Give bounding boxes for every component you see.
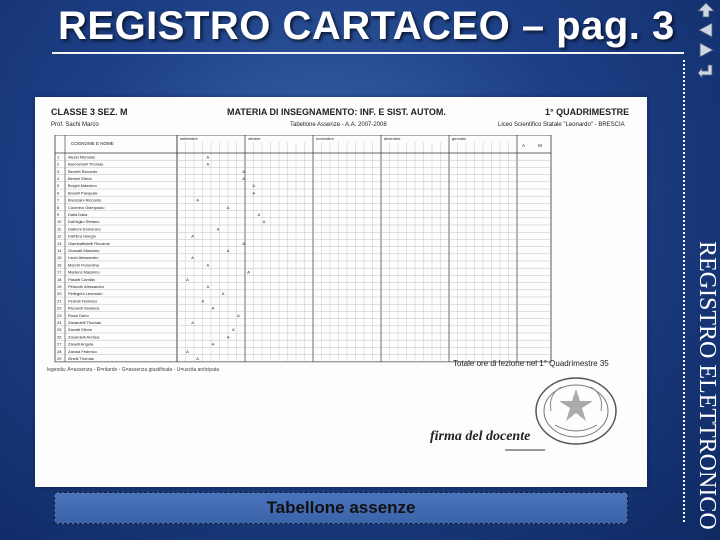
month-label: settembre [180, 136, 198, 141]
period-label: 1° QUADRIMESTRE [545, 107, 630, 117]
student-number: 23 [57, 312, 62, 318]
side-label: REGISTRO ELETTRONICO [694, 241, 720, 530]
student-number: 9 [57, 212, 60, 217]
absence-mark: A [242, 240, 245, 246]
absence-mark: A [206, 154, 210, 160]
student-number: 14 [57, 248, 62, 253]
nav-up-icon [697, 2, 715, 18]
absence-mark: A [242, 168, 245, 174]
student-name: Dalboni Domenico [68, 226, 101, 232]
teacher-label: Prof. Sachi Marco [51, 122, 99, 128]
student-name: Marchi Fiorentina [68, 262, 99, 268]
student-name: Zanola Federico [68, 348, 97, 354]
student-name: Benetti Riccardo [68, 168, 98, 174]
sheet-label: Tabellone Assenze - A.A. 2007-2008 [290, 122, 387, 128]
student-name: Dall'Era Giorgio [68, 233, 96, 239]
student-number: 25 [57, 327, 62, 333]
absence-mark: A [252, 190, 256, 196]
absence-mark: A [226, 248, 230, 253]
student-number: 12 [57, 233, 62, 239]
nav-forward-icon [697, 42, 715, 58]
student-name: Zanardelli Thomas [68, 320, 102, 325]
student-name: Zanelli Angela [68, 341, 94, 347]
teacher-signature: firma del docente [430, 429, 531, 444]
student-name: Martens Massimo [68, 269, 100, 275]
student-name: Gussalli Massimo [68, 248, 100, 253]
nav-return-button[interactable] [695, 60, 717, 80]
student-number: 26 [57, 334, 62, 340]
student-number: 1 [57, 154, 60, 160]
nav-back-button[interactable] [695, 20, 717, 40]
absence-mark: A [191, 320, 194, 325]
student-name: Baronchelli Thomas [68, 161, 104, 167]
student-number: 29 [57, 356, 62, 361]
student-number: 17 [57, 269, 62, 275]
student-name: Pasotti Camilla [68, 276, 95, 282]
absence-grid [43, 135, 645, 365]
legend-note: legenda: A=assenza - R=ritardo - G=assenza giustificata - U=uscita anticipata [47, 367, 220, 373]
student-name: Pelucchi Alessandro [68, 284, 105, 289]
student-name: Colombo Giampaolo [68, 204, 105, 210]
student-name: Bersini Elena [68, 176, 92, 181]
student-name: Zinelli Thomas [68, 356, 94, 361]
absence-mark: A [262, 219, 266, 225]
month-label: novembre [316, 136, 334, 141]
student-name: Zanardelli Andrea [68, 334, 100, 340]
student-name: Alessi Nicholas [68, 154, 96, 160]
absence-mark: A [191, 255, 194, 261]
absence-mark: A [211, 341, 215, 347]
absence-mark: A [237, 312, 240, 318]
student-number: 7 [57, 197, 60, 203]
total-hours-note: Totale ore di lezione nel 1° Quadrimestre 35 [453, 359, 609, 368]
student-number: 10 [57, 219, 62, 225]
absence-mark: A [196, 197, 199, 203]
scanned-register-page [35, 97, 647, 487]
nav-return-icon [697, 62, 715, 78]
school-seal-icon [533, 375, 619, 447]
student-number: 18 [57, 276, 62, 282]
slide-navigation [695, 0, 719, 80]
absence-mark: A [186, 348, 189, 354]
subject-label: MATERIA DI INSEGNAMENTO: INF. E SIST. AUTOM. [227, 107, 446, 117]
month-label: ottobre [248, 136, 261, 141]
slide-caption: Tabellone assenze [266, 498, 416, 517]
student-number: 2 [57, 161, 60, 167]
nav-back-icon [697, 22, 715, 38]
student-name: Rossi Dario [68, 312, 89, 318]
student-name: Boselli Pasquale [68, 190, 98, 196]
student-number: 21 [57, 298, 62, 304]
absence-mark: A [221, 291, 225, 297]
nav-forward-button[interactable] [695, 40, 717, 60]
absence-mark: A [232, 327, 235, 333]
student-number: 24 [57, 320, 62, 325]
student-name: Pedrali Federico [68, 298, 98, 304]
student-name: Zanotti Ettore [68, 327, 93, 333]
student-number: 4 [57, 176, 60, 181]
student-number: 3 [57, 168, 60, 174]
student-number: 19 [57, 284, 62, 289]
absence-mark: A [216, 226, 220, 232]
absence-mark: A [186, 276, 189, 282]
summary-col-label: M [538, 143, 542, 148]
absence-mark: A [201, 298, 205, 304]
absence-mark: A [206, 262, 210, 268]
absence-mark: A [196, 356, 199, 361]
student-name: Bresciani Riccardo [68, 197, 102, 203]
absence-mark: A [206, 161, 210, 167]
absence-mark: A [211, 305, 215, 311]
grid-border [55, 135, 551, 362]
absence-mark: A [257, 212, 261, 217]
summary-col-label: A [522, 143, 526, 148]
student-name: Lanzi Alessandro [68, 255, 99, 261]
absence-mark: A [226, 204, 230, 210]
student-number: 27 [57, 341, 62, 347]
student-name: Giambattistelli Riccardo [68, 240, 111, 246]
school-label: Liceo Scientifico Statale "Leonardo" - BRESCIA [498, 122, 625, 128]
student-name: Pellegrini Leonardo [68, 291, 103, 297]
student-number: 22 [57, 305, 62, 311]
side-divider [683, 60, 685, 522]
absence-mark: A [206, 284, 210, 289]
signature-stamp-line [505, 449, 545, 451]
caption-box [54, 492, 628, 524]
nav-up-button[interactable] [695, 0, 717, 20]
slide-title: REGISTRO CARTACEO – pag. 3 [58, 4, 675, 48]
student-name: Dalla Dalla [68, 212, 88, 217]
student-name: Dall'Aglio Stefano [68, 219, 100, 225]
absence-mark: A [242, 176, 245, 181]
student-number: 6 [57, 190, 60, 196]
month-label: gennaio [452, 136, 467, 141]
student-number: 20 [57, 291, 62, 297]
class-label: CLASSE 3 SEZ. M [51, 107, 128, 117]
absence-mark: A [247, 269, 250, 275]
title-underline [52, 52, 684, 54]
student-number: 15 [57, 255, 62, 261]
student-name: Riccardi Gianluca [68, 305, 100, 311]
student-name: Borghi Massimo [68, 183, 97, 189]
student-number: 13 [57, 240, 62, 246]
student-number: 16 [57, 262, 62, 268]
month-label: dicembre [384, 136, 401, 141]
student-number: 5 [57, 183, 60, 189]
column-header-label: COGNOME E NOME [71, 141, 114, 146]
absence-mark: A [191, 233, 194, 239]
student-number: 28 [57, 348, 62, 354]
student-number: 8 [57, 204, 60, 210]
student-number: 11 [57, 226, 62, 232]
absence-mark: A [226, 334, 230, 340]
absence-mark: A [252, 183, 256, 189]
